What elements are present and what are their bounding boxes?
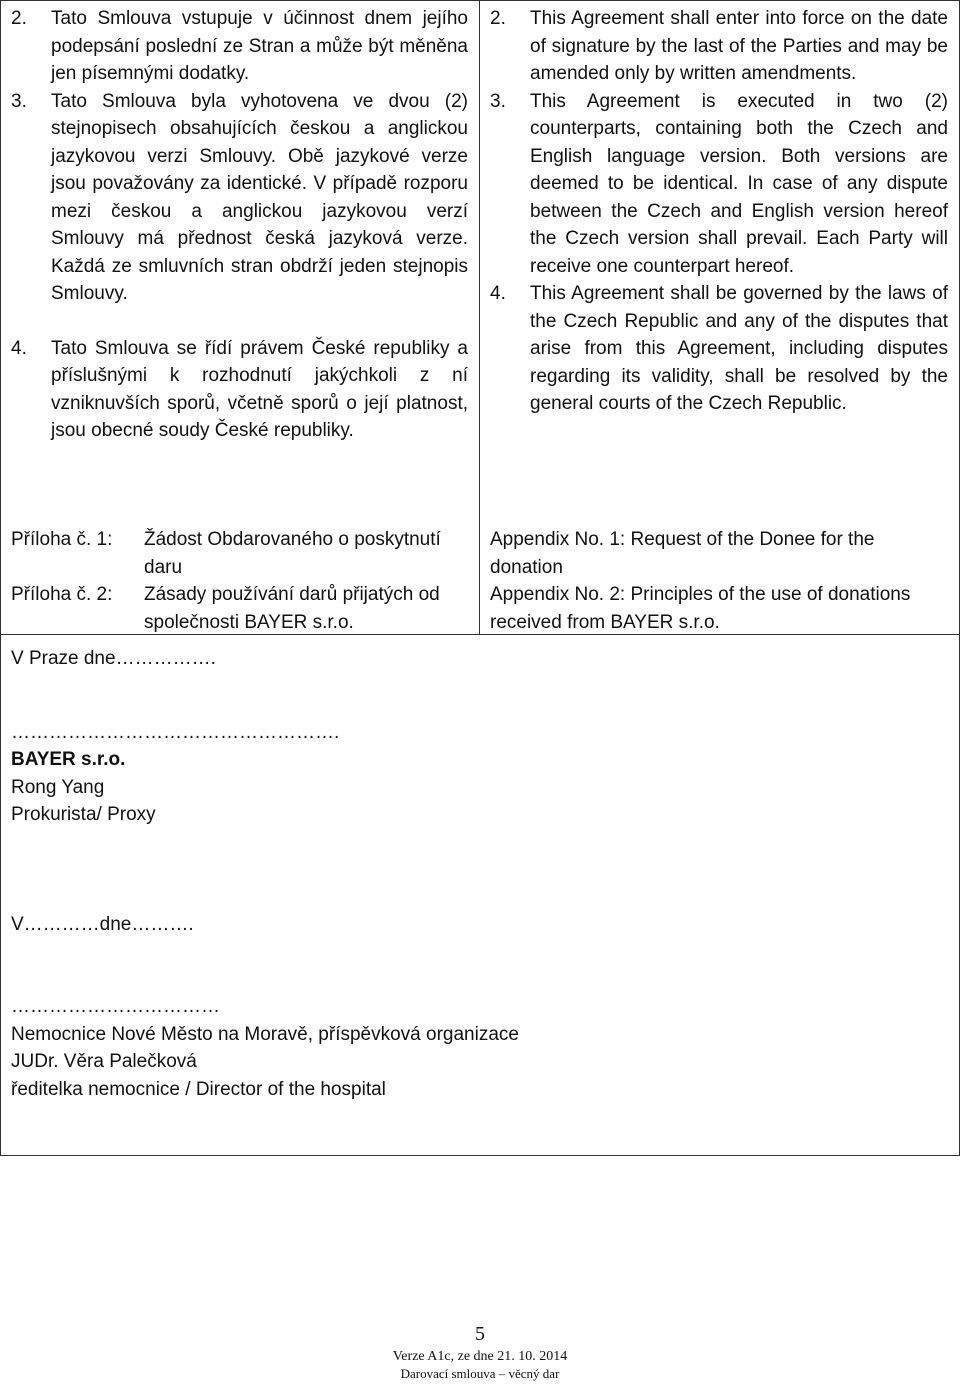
signature-line-1: ……………………………………………. — [11, 721, 340, 743]
clause-number: 2. — [490, 8, 506, 29]
appendix-2-en: Appendix No. 2: Principles of the use of donations received from BAYER s.r.o. — [490, 584, 911, 633]
clause-text: This Agreement shall enter into force on the date of signature by the last of the Parties and may be amended only by written amendments. — [530, 8, 948, 84]
clause-3-en — [490, 88, 948, 281]
clause-text: This Agreement shall be governed by the laws of the Czech Republic and any of the disputes that arise from this Agreement, including disputes regarding its validity, shall be resolved by the general courts of the Czech Republic. — [530, 283, 948, 414]
clause-4-en — [490, 280, 948, 418]
appendix-label: Příloha č. 1: — [11, 529, 113, 550]
clause-number: 2. — [11, 8, 27, 29]
clause-number: 4. — [490, 283, 506, 304]
clause-text: Tato Smlouva se řídí právem České republiky a příslušnými k rozhodnutí jakýchkoli z ní vzniknuvších sporů, včetně sporů o její platnost, jsou obecné soudy České republiky. — [51, 337, 468, 441]
document-title: Darovací smlouva – věcný dar — [400, 1366, 560, 1381]
clause-2-en — [490, 5, 948, 88]
clause-2-cz — [11, 5, 468, 88]
place-date-line-1: V Praze dne……………. — [11, 648, 216, 669]
english-column — [480, 1, 959, 506]
clause-number: 3. — [490, 90, 506, 112]
appendix-1-en: Appendix No. 1: Request of the Donee for the donation — [490, 529, 875, 578]
organization-name: Nemocnice Nové Město na Moravě, příspěvková organizace — [11, 1023, 519, 1045]
signer-name-1: Rong Yang — [11, 776, 105, 798]
czech-column — [1, 1, 480, 506]
clause-number: 3. — [11, 90, 27, 112]
appendix-row — [1, 506, 959, 634]
company-name: BAYER s.r.o. — [11, 749, 126, 770]
signer-name-2: JUDr. Věra Palečková — [11, 1051, 197, 1072]
appendix-2-cz — [11, 581, 468, 636]
page-number: 5 — [475, 1323, 485, 1345]
clause-text: Tato Smlouva vstupuje v účinnost dnem jejího podepsání poslední ze Stran a může být měněna jen písemnými dodatky. — [51, 8, 468, 84]
appendix-label: Příloha č. 2: — [11, 584, 113, 605]
clause-number: 4. — [11, 337, 27, 359]
clause-4-cz — [11, 335, 468, 445]
clause-3-cz — [11, 88, 468, 308]
signature-block — [1, 634, 959, 1156]
clauses-row — [1, 1, 959, 506]
signer-role-2: ředitelka nemocnice / Director of the hospital — [11, 1078, 386, 1100]
czech-appendices — [1, 506, 480, 634]
place-date-line-2: V…………dne………. — [11, 913, 194, 935]
appendix-text: Zásady používání darů přijatých od společnosti BAYER s.r.o. — [144, 584, 440, 633]
clause-text: Tato Smlouva byla vyhotovena ve dvou (2) stejnopisech obsahujících českou a anglickou jazykovou verzi Smlouvy. Obě jazykové verze jsou považovány za identické. V případě rozporu mezi českou a anglickou jazykovou verzí Smlouvy má přednost česká jazyková verze. Každá ze smluvních stran obdrží jeden stejnopis Smlouvy. — [51, 90, 468, 304]
appendix-text: Žádost Obdarovaného o poskytnutí daru — [144, 529, 441, 578]
signature-line-2: …………………………… — [11, 996, 220, 1017]
signer-role-1: Prokurista/ Proxy — [11, 804, 156, 825]
version-line: Verze A1c, ze dne 21. 10. 2014 — [392, 1349, 568, 1364]
clause-text: This Agreement is executed in two (2) counterparts, containing both the Czech and English language version. Both versions are deemed to be identical. In case of any dispute between the Czech and English version hereof the Czech version shall prevail. Each Party will receive one counterpart hereof. — [530, 90, 948, 277]
appendix-1-cz — [11, 526, 468, 581]
english-appendices — [480, 506, 959, 634]
